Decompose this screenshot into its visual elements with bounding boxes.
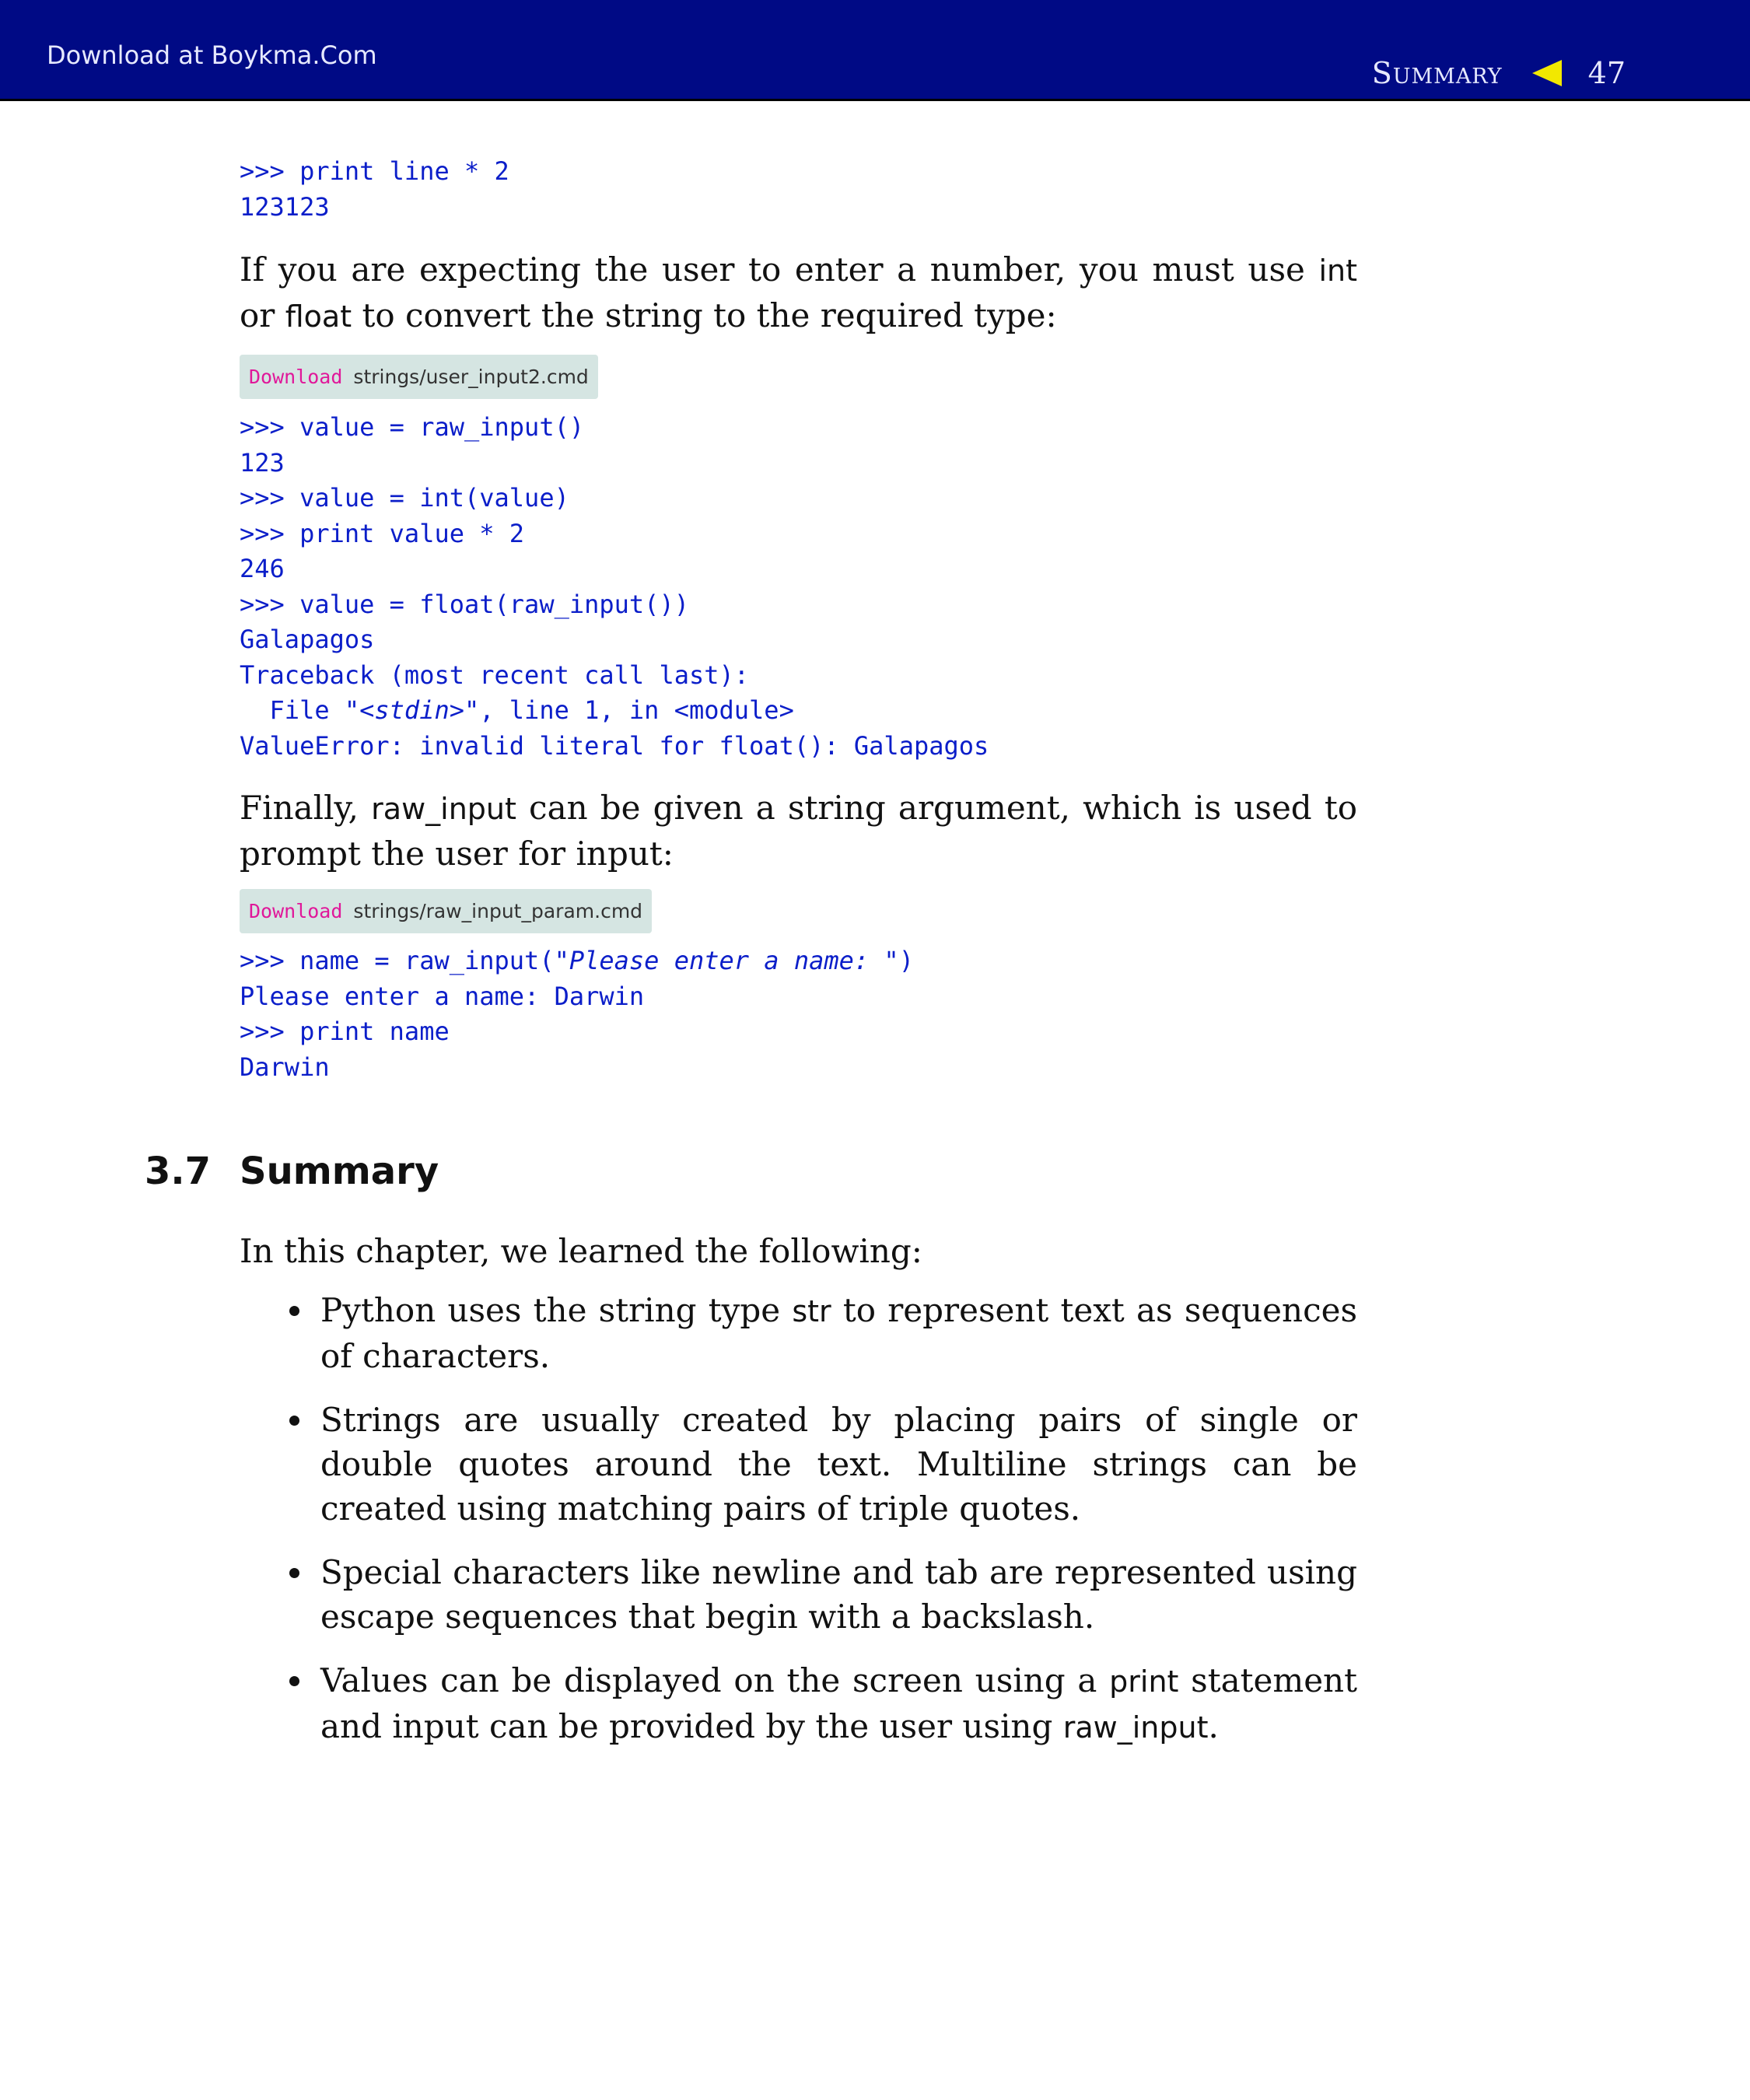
summary-list bbox=[240, 1288, 1357, 1769]
inline-code-print: print bbox=[1109, 1664, 1179, 1699]
text-run: Python uses the string type bbox=[320, 1291, 793, 1329]
page-header bbox=[0, 0, 1750, 101]
code-line: >>> value = float(raw_input()) bbox=[240, 589, 689, 619]
page-number: 47 bbox=[1587, 56, 1626, 90]
code-block-2 bbox=[240, 410, 989, 764]
summary-intro: In this chapter, we learned the following: bbox=[240, 1232, 922, 1270]
code-line: >>> print value * 2 bbox=[240, 518, 525, 548]
text-run: If you are expecting the user to enter a number, you must use bbox=[240, 250, 1319, 289]
download-label: Download bbox=[249, 366, 343, 388]
code-line: Galapagos bbox=[240, 625, 375, 654]
inline-code-raw-input: raw_input bbox=[1062, 1710, 1209, 1745]
inline-code-raw-input: raw_input bbox=[371, 792, 516, 826]
code-text: File bbox=[240, 695, 345, 725]
text-run: . bbox=[1208, 1707, 1219, 1745]
bullet-icon bbox=[289, 1306, 299, 1316]
code-line: 123 bbox=[240, 447, 285, 478]
bullet-icon bbox=[289, 1568, 299, 1578]
running-section-title: Summary bbox=[1371, 56, 1503, 90]
code-text: ) bbox=[898, 946, 914, 975]
code-line: ValueError: invalid literal for float(): Galapagos bbox=[240, 730, 989, 761]
section-title: Summary bbox=[240, 1150, 439, 1193]
bullet-icon bbox=[289, 1416, 299, 1426]
section-heading bbox=[145, 1150, 439, 1193]
code-block-3 bbox=[240, 943, 914, 1085]
list-item bbox=[240, 1288, 1357, 1378]
inline-code-int: int bbox=[1318, 254, 1357, 288]
code-line: 123123 bbox=[240, 191, 330, 222]
paragraph-raw-input-prompt bbox=[240, 786, 1357, 876]
code-line bbox=[240, 946, 914, 975]
code-line: >>> value = int(value) bbox=[240, 483, 569, 513]
code-text: , line 1, in <module> bbox=[479, 695, 794, 725]
section-number: 3.7 bbox=[145, 1150, 212, 1193]
code-line: 246 bbox=[240, 554, 285, 583]
inline-code-float: float bbox=[285, 299, 352, 334]
text-run: to represent text as sequences of characters. bbox=[320, 1291, 1357, 1375]
code-string: "<stdin>" bbox=[344, 695, 480, 725]
download-site-text[interactable]: Download at Boykma.Com bbox=[47, 40, 377, 70]
list-item bbox=[240, 1398, 1357, 1531]
list-item bbox=[240, 1550, 1357, 1639]
inline-code-str: str bbox=[792, 1294, 831, 1328]
paragraph-int-float bbox=[240, 247, 1357, 339]
download-path: strings/user_input2.cmd bbox=[353, 366, 589, 388]
bullet-icon bbox=[289, 1676, 299, 1686]
text-run: Strings are usually created by placing pairs of single or double quotes around the text. Multiline strings can be created using matching pairs of triple quotes. bbox=[320, 1401, 1357, 1528]
code-line: Please enter a name: Darwin bbox=[240, 981, 645, 1011]
code-line: Darwin bbox=[240, 1052, 330, 1082]
code-string: "Please enter a name: " bbox=[554, 946, 899, 975]
download-label: Download bbox=[249, 900, 343, 922]
code-line: Traceback (most recent call last): bbox=[240, 660, 750, 690]
header-nav bbox=[1372, 56, 1626, 90]
code-block-1 bbox=[240, 154, 509, 225]
text-run: statement and input can be provided by the user using bbox=[320, 1661, 1357, 1745]
text-run: Finally, bbox=[240, 789, 372, 827]
text-run: to convert the string to the required type: bbox=[352, 296, 1057, 334]
code-text: >>> name = raw_input( bbox=[240, 946, 555, 975]
code-line: >>> print name bbox=[240, 1017, 450, 1046]
download-path: strings/raw_input_param.cmd bbox=[353, 900, 643, 922]
code-line: >>> value = raw_input() bbox=[240, 412, 585, 442]
code-line bbox=[240, 695, 794, 725]
download-link-user-input2[interactable] bbox=[240, 355, 598, 399]
back-arrow-icon[interactable] bbox=[1532, 60, 1562, 86]
list-item bbox=[240, 1658, 1357, 1750]
text-run: Values can be displayed on the screen using a bbox=[320, 1661, 1110, 1699]
download-link-raw-input-param[interactable] bbox=[240, 889, 652, 933]
text-run: or bbox=[240, 296, 285, 334]
code-line: >>> print line * 2 bbox=[240, 156, 509, 186]
text-run: can be given a string argument, which is used to prompt the user for input: bbox=[240, 789, 1357, 873]
text-run: Special characters like newline and tab are represented using escape sequences that begin with a backslash. bbox=[320, 1553, 1357, 1636]
